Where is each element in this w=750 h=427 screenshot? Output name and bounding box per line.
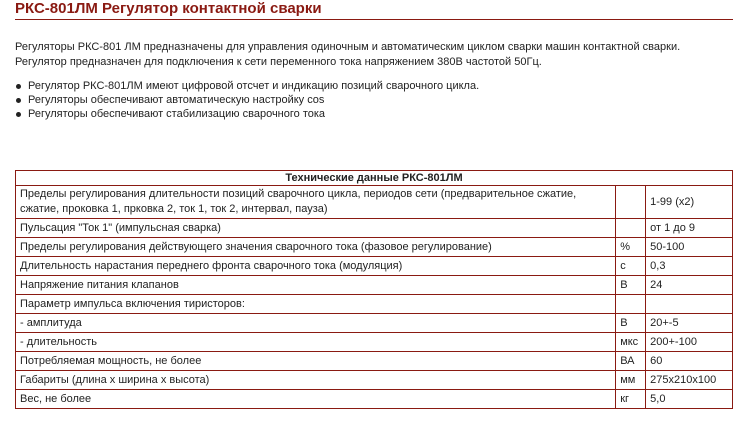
table-row <box>16 352 733 371</box>
list-item-text: Регулятор РКС-801ЛМ имеют цифровой отсчет и индикацию позиций сварочного цикла. <box>28 80 480 92</box>
unit-cell: мм <box>616 371 646 390</box>
param-cell: Габариты (длина х ширина х высота) <box>16 371 616 390</box>
unit-cell: В <box>616 276 646 295</box>
unit-cell <box>616 186 646 219</box>
value-cell: 200+-100 <box>646 333 733 352</box>
feature-list <box>15 79 735 121</box>
table-row <box>16 257 733 276</box>
param-cell: Вес, не более <box>16 390 616 409</box>
value-cell: 20+-5 <box>646 314 733 333</box>
table-row <box>16 333 733 352</box>
list-item-text: Регуляторы обеспечивают стабилизацию сварочного тока <box>28 108 326 120</box>
bullet-icon <box>16 84 21 89</box>
table-row <box>16 186 733 219</box>
title-divider <box>15 19 733 20</box>
unit-cell <box>616 295 646 314</box>
value-cell: 275х210х100 <box>646 371 733 390</box>
intro-text <box>15 40 735 70</box>
unit-cell: с <box>616 257 646 276</box>
value-cell <box>646 295 733 314</box>
table-row <box>16 295 733 314</box>
param-cell: Пределы регулирования длительности позиций сварочного цикла, периодов сети (предварительное сжатие, сжатие, проковка 1, прковка 2, ток 1, ток 2, интервал, пауза) <box>16 186 616 219</box>
table-row <box>16 276 733 295</box>
page-title: РКС-801ЛМ Регулятор контактной сварки <box>15 0 322 17</box>
unit-cell: ВА <box>616 352 646 371</box>
table-row <box>16 219 733 238</box>
unit-cell: мкс <box>616 333 646 352</box>
param-cell: - длительность <box>16 333 616 352</box>
param-cell: - амплитуда <box>16 314 616 333</box>
bullet-icon <box>16 98 21 103</box>
param-cell: Длительность нарастания переднего фронта сварочного тока (модуляция) <box>16 257 616 276</box>
param-cell: Пределы регулирования действующего значения сварочного тока (фазовое регулирование) <box>16 238 616 257</box>
spec-table <box>15 170 733 409</box>
value-cell: 60 <box>646 352 733 371</box>
list-item <box>15 79 735 93</box>
table-row <box>16 314 733 333</box>
unit-cell: В <box>616 314 646 333</box>
value-cell: 5,0 <box>646 390 733 409</box>
bullet-icon <box>16 112 21 117</box>
param-cell: Пульсация "Ток 1" (импульсная сварка) <box>16 219 616 238</box>
table-row <box>16 371 733 390</box>
spec-table-caption: Технические данные РКС-801ЛМ <box>16 171 733 186</box>
param-cell: Потребляемая мощность, не более <box>16 352 616 371</box>
param-cell: Напряжение питания клапанов <box>16 276 616 295</box>
value-cell: от 1 до 9 <box>646 219 733 238</box>
value-cell: 1-99 (х2) <box>646 186 733 219</box>
intro-paragraph: Регуляторы РКС-801 ЛМ предназначены для управления одиночным и автоматическим циклом сварки машин контактной сварки. <box>15 41 681 53</box>
unit-cell: % <box>616 238 646 257</box>
list-item <box>15 93 735 107</box>
table-row <box>16 390 733 409</box>
list-item <box>15 107 735 121</box>
unit-cell: кг <box>616 390 646 409</box>
value-cell: 50-100 <box>646 238 733 257</box>
value-cell: 0,3 <box>646 257 733 276</box>
table-row <box>16 238 733 257</box>
unit-cell <box>616 219 646 238</box>
list-item-text: Регуляторы обеспечивают автоматическую настройку cos <box>28 94 325 106</box>
param-cell: Параметр импульса включения тиристоров: <box>16 295 616 314</box>
value-cell: 24 <box>646 276 733 295</box>
intro-paragraph: Регулятор предназначен для подключения к сети переменного тока напряжением 380В частотой 50Гц. <box>15 56 542 68</box>
